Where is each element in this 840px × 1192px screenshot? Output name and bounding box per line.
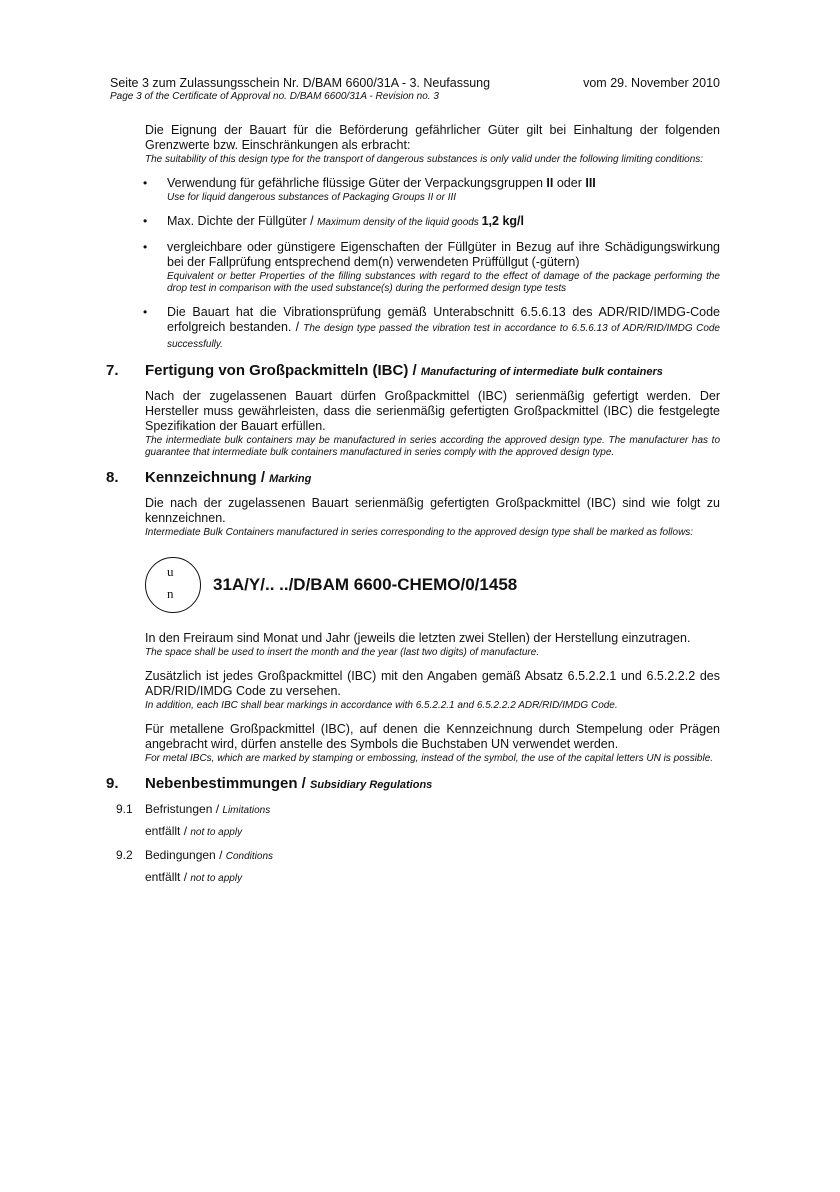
section-title-english: Marking bbox=[269, 473, 312, 485]
subsection-title-english: Conditions bbox=[225, 851, 274, 862]
intro-english: The suitability of this design type for the transport of dangerous substances is only valid under the following limiting conditions: bbox=[145, 154, 704, 165]
note-german: Für metallene Großpackmittel (IBC), auf denen die Kennzeichnung durch Stempelung oder Prägen angebracht wird, dürfen anstelle des Symbols die Buchstaben UN verwendet werden. bbox=[145, 722, 720, 751]
note-english: In addition, each IBC shall bear markings in accordance with 6.5.2.2.1 and 6.5.2.2.2 ADR/RID/IMDG Code. bbox=[145, 700, 618, 711]
bullet-text: Max. Dichte der Füllgüter / bbox=[167, 214, 318, 228]
un-packaging-symbol-icon bbox=[145, 557, 201, 613]
un-marking bbox=[145, 557, 720, 613]
bullet-icon: • bbox=[143, 240, 148, 254]
section-9 bbox=[106, 775, 720, 794]
section-title bbox=[145, 469, 720, 488]
subsection-title-german: Befristungen / bbox=[145, 802, 223, 816]
header-left-text: Seite 3 zum Zulassungsschein Nr. D/BAM 6600/31A - 3. Neufassung bbox=[110, 76, 491, 90]
section-title-german: Nebenbestimmungen / bbox=[145, 775, 311, 792]
bullet-icon: • bbox=[143, 214, 148, 228]
section-title-english: Subsidiary Regulations bbox=[310, 779, 433, 791]
note-german: In den Freiraum sind Monat und Jahr (jeweils die letzten zwei Stellen) der Herstellung einzutragen. bbox=[145, 631, 691, 645]
marking-note-3 bbox=[145, 722, 720, 765]
list-item bbox=[145, 214, 720, 230]
header-date: vom 29. November 2010 bbox=[583, 76, 720, 90]
subsection-title-german: Bedingungen / bbox=[145, 848, 226, 862]
packaging-group-ii: II bbox=[546, 176, 554, 190]
intro-paragraph bbox=[145, 123, 720, 166]
section-number: 7. bbox=[106, 362, 119, 379]
section-title-german: Fertigung von Großpackmitteln (IBC) / bbox=[145, 362, 421, 379]
bullet-english: Use for liquid dangerous substances of Packaging Groups II or III bbox=[167, 192, 457, 203]
marking-code: 31A/Y/.. ../D/BAM 6600-CHEMO/0/1458 bbox=[213, 575, 518, 594]
section-number: 8. bbox=[106, 469, 119, 486]
section-7 bbox=[106, 362, 720, 381]
section-title bbox=[145, 362, 720, 381]
un-symbol-n: n bbox=[167, 586, 174, 601]
bullet-english-inline: The design type passed the vibration test in accordance to 6.5.6.13 of ADR/RID/IMDG Code successfully. bbox=[167, 323, 720, 350]
subsection-number: 9.2 bbox=[116, 848, 133, 862]
bullet-text: oder bbox=[553, 176, 586, 190]
subsection-9-2 bbox=[116, 848, 720, 862]
subsection-number: 9.1 bbox=[116, 802, 133, 816]
intro-german: Die Eignung der Bauart für die Beförderung gefährlicher Güter gilt bei Einhaltung der folgenden Grenzwerte bzw. Einschränkungen als erbracht: bbox=[145, 123, 720, 152]
bullet-text: vergleichbare oder günstigere Eigenschaften der Füllgüter in Bezug auf ihre Schädigungswirkung bei der Fallprüfung entsprechend dem(n) verwendeten Prüffüllgut (-gütern) bbox=[167, 240, 720, 269]
note-english: The space shall be used to insert the month and the year (last two digits) of manufacture. bbox=[145, 647, 540, 658]
bullet-text: Verwendung für gefährliche flüssige Güter der Verpackungsgruppen bbox=[167, 176, 547, 190]
section-title bbox=[145, 775, 720, 794]
max-density-value: 1,2 kg/l bbox=[481, 214, 524, 228]
page-header bbox=[110, 76, 720, 102]
section-7-german: Nach der zugelassenen Bauart dürfen Großpackmittel (IBC) serienmäßig gefertigt werden. Der Hersteller muss gewährleisten, dass die serienmäßig gefertigten Großpackmittel (IBC) die festgelegte Spezifikation der Bauart erfüllen. bbox=[145, 389, 720, 433]
note-english: For metal IBCs, which are marked by stamping or embossing, instead of the symbol, the use of the capital letters UN is possible. bbox=[145, 753, 714, 764]
value-english: not to apply bbox=[190, 827, 243, 838]
section-title-german: Kennzeichnung / bbox=[145, 469, 270, 486]
subsection-9-2-value bbox=[145, 870, 720, 884]
document-body bbox=[106, 123, 720, 894]
bullet-icon: • bbox=[143, 305, 148, 319]
section-title-english: Manufacturing of intermediate bulk containers bbox=[420, 366, 663, 378]
note-german: Zusätzlich ist jedes Großpackmittel (IBC) mit den Angaben gemäß Absatz 6.5.2.2.1 und 6.5.2.2.2 des ADR/RID/IMDG Code zu versehen. bbox=[145, 669, 720, 698]
marking-note-2 bbox=[145, 669, 720, 712]
bullet-text: Die Bauart hat die Vibrationsprüfung gemäß Unterabschnitt 6.5.6.13 des ADR/RID/IMDG-Code erfolgreich bestanden. / bbox=[167, 305, 720, 334]
subsection-9-1 bbox=[116, 802, 720, 816]
section-number: 9. bbox=[106, 775, 119, 792]
limiting-conditions-list bbox=[145, 176, 720, 352]
value-german: entfällt / bbox=[145, 824, 191, 838]
list-item bbox=[145, 240, 720, 295]
bullet-icon: • bbox=[143, 176, 148, 190]
section-8-german: Die nach der zugelassenen Bauart serienmäßig gefertigten Großpackmittel (IBC) sind wie folgt zu kennzeichnen. bbox=[145, 496, 720, 525]
subsection-title-english: Limitations bbox=[222, 805, 271, 816]
section-8-body bbox=[145, 496, 720, 539]
section-8 bbox=[106, 469, 720, 488]
bullet-english: Equivalent or better Properties of the filling substances with regard to the effect of damage of the package performing the drop test in comparison with the used substance(s) during the performed design type tests bbox=[167, 271, 720, 294]
packaging-group-iii: III bbox=[585, 176, 596, 190]
bullet-english-inline: Maximum density of the liquid goods bbox=[317, 217, 482, 228]
section-7-body bbox=[145, 389, 720, 459]
un-symbol-u: u bbox=[167, 564, 174, 579]
subsection-9-1-value bbox=[145, 824, 720, 838]
section-7-english: The intermediate bulk containers may be manufactured in series according the approved design type. The manufacturer has to guarantee that intermediate bulk containers manufactured in series comply with the approved design type. bbox=[145, 435, 720, 458]
list-item bbox=[145, 305, 720, 352]
value-german: entfällt / bbox=[145, 870, 191, 884]
section-8-english: Intermediate Bulk Containers manufactured in series corresponding to the approved design type shall be marked as follows: bbox=[145, 527, 694, 538]
header-english-line: Page 3 of the Certificate of Approval no. D/BAM 6600/31A - Revision no. 3 bbox=[110, 91, 439, 102]
value-english: not to apply bbox=[190, 873, 243, 884]
marking-note-1 bbox=[145, 631, 720, 659]
list-item bbox=[145, 176, 720, 204]
